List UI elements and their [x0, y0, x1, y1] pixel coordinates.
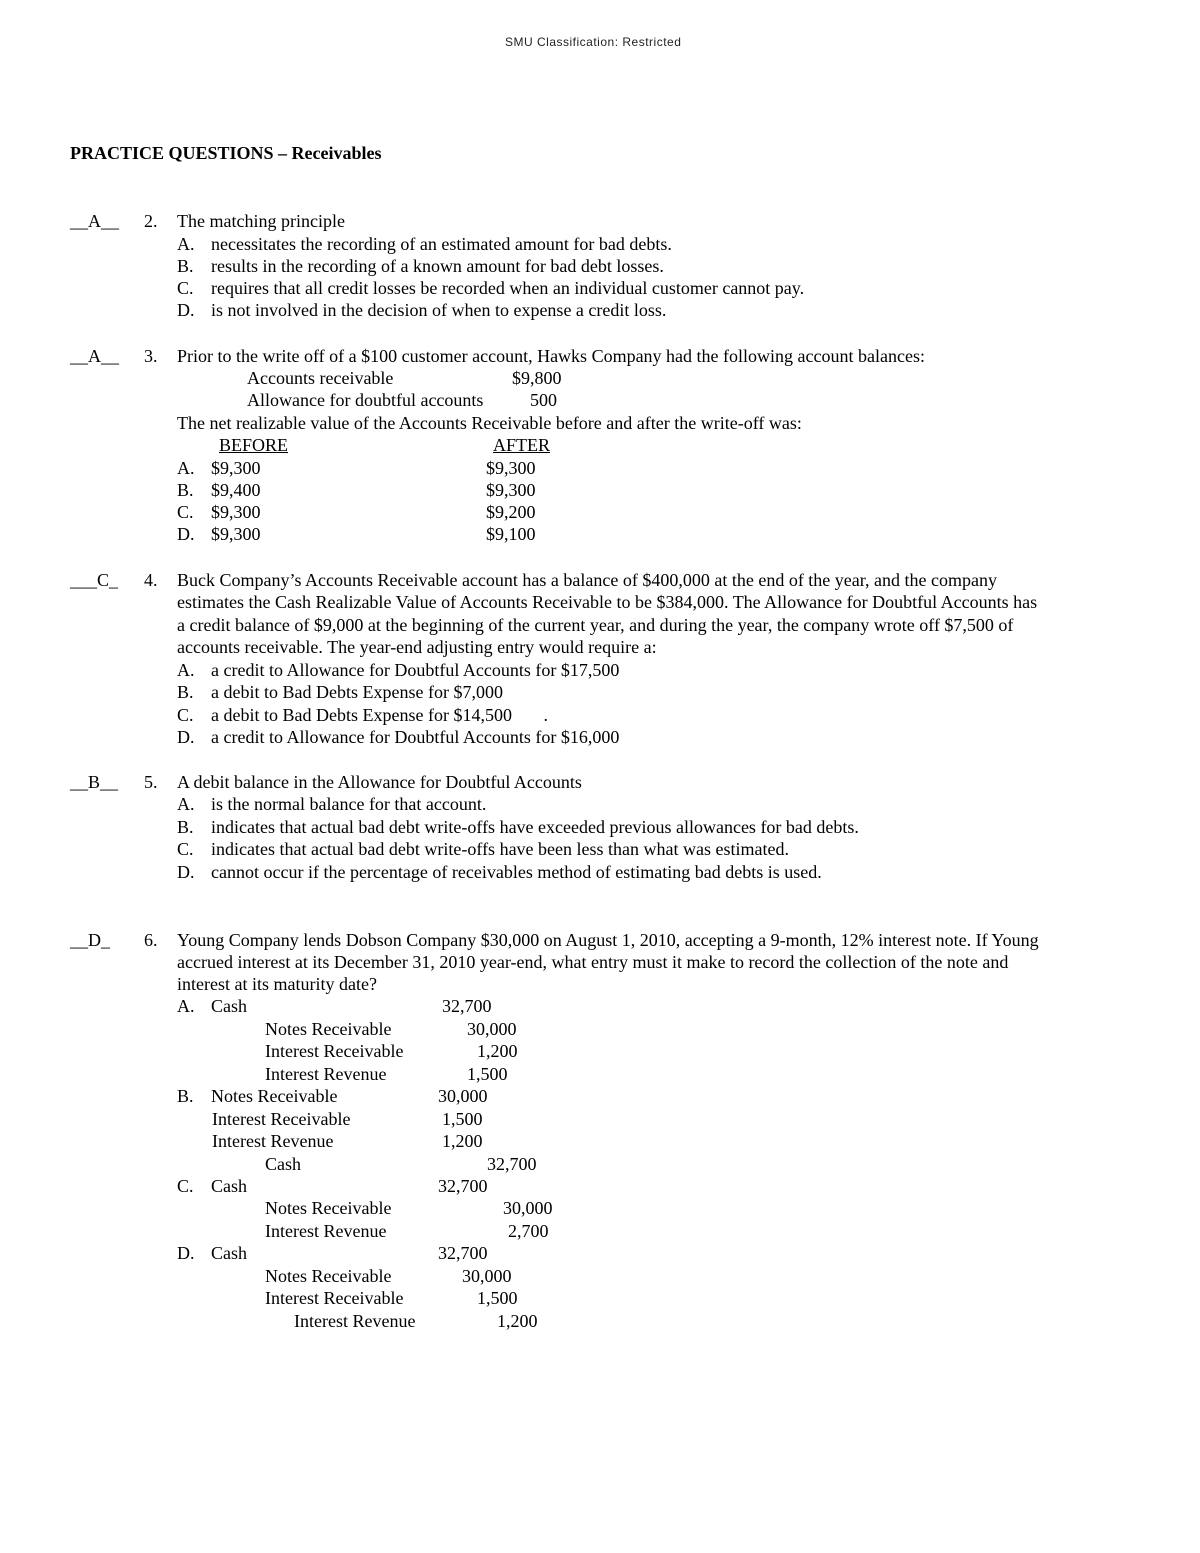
entry-amount: 1,200 [442, 1131, 483, 1151]
option-letter: B. [177, 256, 194, 276]
option-letter: D. [177, 300, 195, 320]
option-before: $9,300 [211, 458, 261, 478]
option-letter: B. [177, 480, 194, 500]
option-text: requires that all credit losses be recorded when an individual customer cannot pay. [211, 278, 805, 298]
option-letter: A. [177, 234, 195, 254]
question-number: 6. [144, 930, 158, 950]
entry-account: Notes Receivable [211, 1086, 338, 1106]
question-stem-line: Young Company lends Dobson Company $30,000 on August 1, 2010, accepting a 9-month, 12% interest note. If Young [177, 930, 1039, 950]
option-after: $9,100 [486, 524, 536, 544]
entry-account: Cash [211, 1176, 247, 1196]
question-stem: Prior to the write off of a $100 customer account, Hawks Company had the following account balances: [177, 346, 925, 366]
option-letter: C. [177, 839, 194, 859]
option-letter: D. [177, 1243, 195, 1263]
option-letter: A. [177, 660, 195, 680]
entry-account: Cash [211, 996, 247, 1016]
classification-header: SMU Classification: Restricted [505, 35, 682, 49]
entry-amount: 30,000 [467, 1019, 517, 1039]
entry-amount: 30,000 [462, 1266, 512, 1286]
question-number: 2. [144, 211, 158, 231]
entry-amount: 1,200 [477, 1041, 518, 1061]
entry-amount: 32,700 [487, 1154, 537, 1174]
option-text: a credit to Allowance for Doubtful Accounts for $16,000 [211, 727, 620, 747]
question-text: The net realizable value of the Accounts Receivable before and after the write-off was: [177, 413, 802, 433]
question-stem-line: a credit balance of $9,000 at the beginning of the current year, and during the year, the company wrote off $7,500 of [177, 615, 1014, 635]
balance-value: 500 [530, 390, 557, 410]
balance-label: Allowance for doubtful accounts [247, 390, 484, 410]
entry-account: Cash [265, 1154, 301, 1174]
option-text: indicates that actual bad debt write-offs have exceeded previous allowances for bad debts. [211, 817, 859, 837]
answer-blank: __A__ [70, 346, 119, 366]
option-letter: B. [177, 682, 194, 702]
question-stem-line: interest at its maturity date? [177, 974, 377, 994]
option-letter: C. [177, 278, 194, 298]
option-letter: C. [177, 705, 194, 725]
option-text: cannot occur if the percentage of receivables method of estimating bad debts is used. [211, 862, 822, 882]
option-text: is the normal balance for that account. [211, 794, 487, 814]
column-header-before: BEFORE [219, 435, 289, 455]
question-stem-line: Buck Company’s Accounts Receivable account has a balance of $400,000 at the end of the year, and the company [177, 570, 998, 590]
option-text: necessitates the recording of an estimated amount for bad debts. [211, 234, 672, 254]
option-text: indicates that actual bad debt write-offs have been less than what was estimated. [211, 839, 789, 859]
question-stem-line: accrued interest at its December 31, 2010 year-end, what entry must it make to record the collection of the note and [177, 952, 1009, 972]
entry-account: Interest Revenue [265, 1064, 387, 1084]
option-letter: C. [177, 502, 194, 522]
entry-account: Notes Receivable [265, 1266, 392, 1286]
option-text: results in the recording of a known amount for bad debt losses. [211, 256, 664, 276]
option-text: a debit to Bad Debts Expense for $7,000 [211, 682, 503, 702]
entry-amount: 30,000 [438, 1086, 488, 1106]
answer-blank: __A__ [70, 211, 119, 231]
option-letter: B. [177, 1086, 194, 1106]
entry-account: Interest Receivable [265, 1288, 404, 1308]
option-letter: A. [177, 458, 195, 478]
entry-amount: 1,500 [442, 1109, 483, 1129]
option-letter: D. [177, 862, 195, 882]
entry-account: Notes Receivable [265, 1198, 392, 1218]
question-stem-line: accounts receivable. The year-end adjusting entry would require a: [177, 637, 657, 657]
option-letter: A. [177, 794, 195, 814]
option-after: $9,300 [486, 458, 536, 478]
entry-account: Interest Receivable [265, 1041, 404, 1061]
entry-account: Interest Revenue [212, 1131, 334, 1151]
entry-amount: 2,700 [508, 1221, 549, 1241]
option-letter: D. [177, 727, 195, 747]
question-stem: A debit balance in the Allowance for Doubtful Accounts [177, 772, 582, 792]
entry-amount: 30,000 [503, 1198, 553, 1218]
answer-blank: ___C_ [70, 570, 119, 590]
answer-blank: __D_ [70, 930, 110, 950]
option-before: $9,300 [211, 502, 261, 522]
entry-amount: 32,700 [442, 996, 492, 1016]
entry-amount: 1,500 [477, 1288, 518, 1308]
entry-account: Cash [211, 1243, 247, 1263]
option-letter: B. [177, 817, 194, 837]
option-letter: C. [177, 1176, 194, 1196]
option-before: $9,300 [211, 524, 261, 544]
option-after: $9,300 [486, 480, 536, 500]
option-text: is not involved in the decision of when to expense a credit loss. [211, 300, 667, 320]
entry-account: Interest Receivable [212, 1109, 351, 1129]
balance-value: $9,800 [512, 368, 562, 388]
option-text: a debit to Bad Debts Expense for $14,500 . [211, 705, 548, 725]
option-letter: A. [177, 996, 195, 1016]
option-letter: D. [177, 524, 195, 544]
option-after: $9,200 [486, 502, 536, 522]
option-text: a credit to Allowance for Doubtful Accounts for $17,500 [211, 660, 620, 680]
entry-account: Interest Revenue [294, 1311, 416, 1331]
answer-blank: __B__ [70, 772, 119, 792]
question-stem: The matching principle [177, 211, 345, 231]
question-stem-line: estimates the Cash Realizable Value of Accounts Receivable to be $384,000. The Allowance for Doubtful Accounts has [177, 592, 1038, 612]
question-number: 4. [144, 570, 158, 590]
column-header-after: AFTER [493, 435, 551, 455]
page-title: PRACTICE QUESTIONS – Receivables [70, 143, 382, 163]
question-number: 5. [144, 772, 158, 792]
entry-amount: 32,700 [438, 1243, 488, 1263]
balance-label: Accounts receivable [247, 368, 394, 388]
entry-account: Interest Revenue [265, 1221, 387, 1241]
option-before: $9,400 [211, 480, 261, 500]
entry-amount: 1,200 [497, 1311, 538, 1331]
entry-account: Notes Receivable [265, 1019, 392, 1039]
question-number: 3. [144, 346, 158, 366]
entry-amount: 32,700 [438, 1176, 488, 1196]
entry-amount: 1,500 [467, 1064, 508, 1084]
